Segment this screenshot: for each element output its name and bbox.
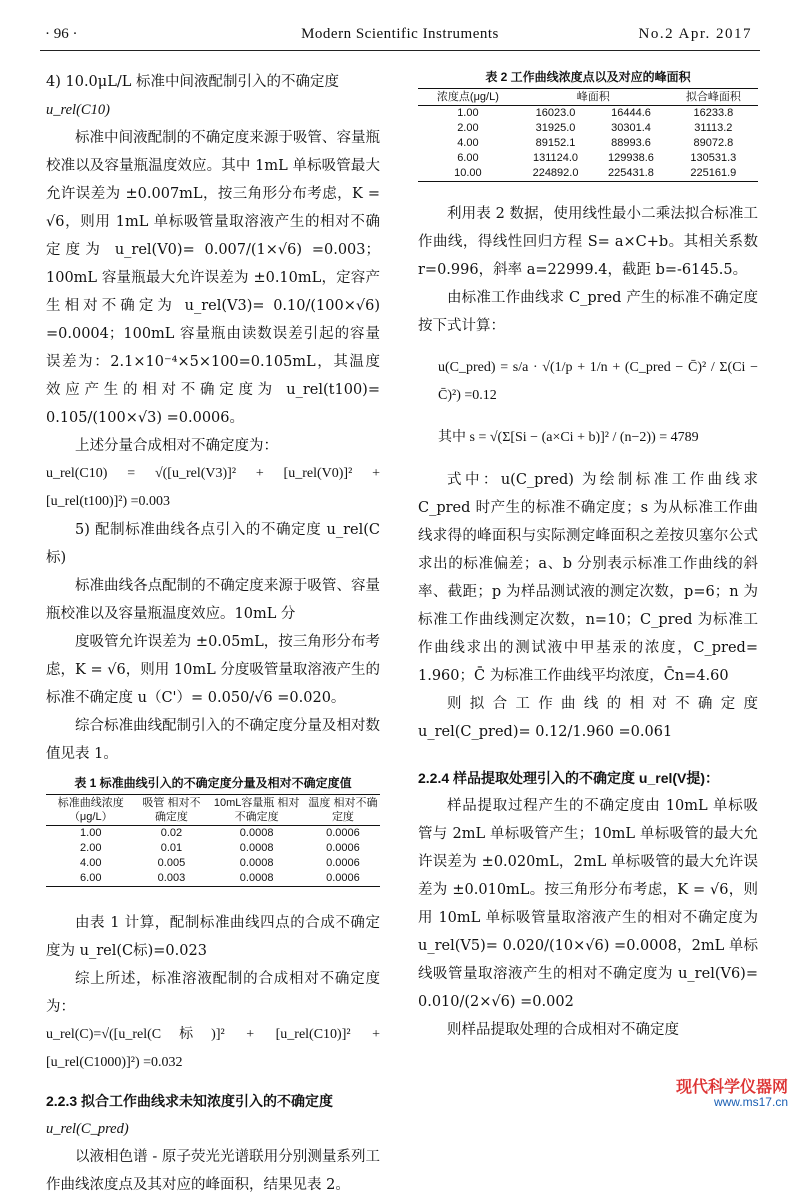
cpred-lead: 由标准工作曲线求 C_pred 产生的标准不确定度按下式计算： [418,290,758,334]
regression-paragraph: 利用表 2 数据，使用线性最小二乘法拟合标准工作曲线，得线性回归方程 S= a×C+b。其相关系数 r=0.996，斜率 a=22999.4，截距 b=-6145.5。 [418,206,758,278]
section-2-2-4-tail: 则样品提取处理的合成相对不确定度 [447,1022,679,1038]
table-2 [418,88,758,182]
definitions-paragraph: 式中：u(C_pred) 为绘制标准工作曲线求 C_pred 时产生的标准不确定度；s 为从标准工作曲线求得的峰面积与实际测定峰面积之差按贝塞尔公式求出的标准偏差；a、b 分别表示标准工作曲线的斜率、截距；p 为样品测试液的测定次数，p=6；n 为标准工作曲线测定次数，n=10；C_pred 为标准工作曲线求出的测试液中甲基汞的浓度，C_pred= 1.960；C̄ 为标准工作曲线平均浓度，C̄n=4.60 [418,472,758,684]
section-2-2-3-symbol: u_rel(C_pred) [46,1121,129,1137]
page-header [0,22,800,48]
table-cell: 10.00 [454,167,482,179]
section-4-paragraph: 标准中间液配制的不确定度来源于吸管、容量瓶校准以及容量瓶温度效应。其中 1mL 单标吸管最大允许误差为 ±0.007mL，按三角形分布考虑，K = √6，则用 1mL 单标吸管量取溶液产生的相对不确定度为 u_rel(V0)= 0.007/(1×√6) =0.003；100mL 容量瓶最大允许误差为 ±0.10mL，定容产生相对不确定为 u_rel(V3)= 0.10/(100×√6) =0.0004；100mL 容量瓶由读数误差引起的容量误差为：2.1×10⁻⁴×5×100=0.105mL，其温度效应产生的相对不确定度为 u_rel(t100)= 0.105/(100×√3) =0.0006。 [46,130,380,426]
table-1-caption: 表 1 标准曲线引入的不确定度分量及相对不确定度值 [74,776,352,790]
table-cell: 224892.0 [532,167,579,179]
table-cell: 2.00 [80,842,102,854]
table-cell: 131124.0 [532,152,579,164]
table-2-header: 拟合峰面积 [685,91,741,103]
table-row [418,121,758,136]
table-cell: 16444.6 [611,107,651,119]
table-1-header: 温度 相对不确定度 [308,797,378,823]
table-cell: 0.0008 [239,857,274,869]
table-2-header: 浓度点(μg/L) [436,91,499,103]
table-cell: 0.0006 [326,827,360,839]
table-cell: 89152.1 [535,137,576,149]
table-cell: 130531.3 [690,152,737,164]
table-cell: 6.00 [457,152,479,164]
section-4-symbol: u_rel(C10) [46,102,110,118]
section-5-paragraph-3: 综合标准曲线配制引入的不确定度分量及相对数值见表 1。 [46,718,380,762]
table-cell: 2.00 [457,122,479,134]
table-1-header: 标准曲线浓度（μg/L） [57,797,124,823]
summary-paragraph: 综上所述，标准溶液配制的合成相对不确定度为： [46,971,380,1015]
relative-uncertainty-paragraph: 则拟合工作曲线的相对不确定度 u_rel(C_pred)= 0.12/1.960 =0.061 [418,696,758,740]
table-cell: 0.01 [160,842,183,854]
table-cell: 0.02 [160,827,183,839]
table-cell: 0.0006 [326,857,360,869]
table-cell: 89072.8 [693,137,734,149]
watermark-name: 现代科学仪器网 [675,1079,788,1096]
section-2-2-3-paragraph: 以液相色谱 - 原子荧光光谱联用分别测量系列工作曲线浓度点及其对应的峰面积，结果见表 2。 [46,1149,380,1193]
table-row [46,826,380,842]
table-cell: 1.00 [457,107,479,119]
table-row [418,136,758,151]
table-cell: 0.0008 [239,827,274,839]
table-cell: 16233.8 [693,107,734,119]
table-1-header: 吸管 相对不确定度 [142,797,201,823]
left-column [46,68,380,1199]
table-cell: 0.0008 [239,872,274,884]
table-cell: 31925.0 [535,122,576,134]
table-cell: 129938.6 [608,152,654,164]
table-row [418,151,758,166]
journal-title: Modern Scientific Instruments [301,26,499,42]
section-5-paragraph-2: 度吸管允许误差为 ±0.05mL，按三角形分布考虑，K = √6，则用 10mL 分度吸管量取溶液产生的标准不确定度 u（C'）= 0.050/√6 =0.020。 [46,634,380,706]
table-cell: 4.00 [457,137,479,149]
table-cell: 16023.0 [535,107,576,119]
table-row [46,871,380,887]
table-2-caption: 表 2 工作曲线浓度点以及对应的峰面积 [485,70,691,84]
section-2-2-3-title: 2.2.3 拟合工作曲线求未知浓度引入的不确定度 [46,1093,334,1109]
section-5-paragraph-1: 标准曲线各点配制的不确定度来源于吸管、容量瓶校准以及容量瓶温度效应。10mL 分 [46,578,380,622]
table-cell: 0.0006 [326,842,360,854]
table-cell: 30301.4 [611,122,651,134]
section-4-title: 4) 10.0μL/L 标准中间液配制引入的不确定度 [46,74,339,90]
table-cell: 0.0008 [239,842,274,854]
table-cell: 31113.2 [694,122,733,134]
section-2-2-4-paragraph: 样品提取过程产生的不确定度由 10mL 单标吸管与 2mL 单标吸管产生；10mL 单标吸管的最大允许误差为 ±0.020mL，2mL 单标吸管的最大允许误差为 ±0.010mL。按三角形分布考虑，K = √6，则用 10mL 单标吸管量取溶液产生的相对不确定度为 u_rel(V5)= 0.020/(10×√6) =0.0008，2mL 单标线吸管量取溶液产生的相对不确定度为 u_rel(V6)= 0.010/(2×√6) =0.002 [418,798,758,1010]
equation-s: 其中 s = √(Σ[Si − (a×Ci + b)]² / (n−2)) = 4789 [438,430,699,445]
watermark-logo [676,1081,788,1109]
issue-date: No.2 Apr. 2017 [638,26,752,42]
table-cell: 6.00 [80,872,102,884]
table-cell: 88993.6 [611,137,651,149]
table-row [418,106,758,122]
table-cell: 225161.9 [690,167,737,179]
table-1-header: 10mL容量瓶 相对不确定度 [213,797,300,823]
table-row [46,856,380,871]
equation-c10: u_rel(C10) = √([u_rel(V3)]² + [u_rel(V0)]² + [u_rel(t100)]²) =0.003 [46,466,380,509]
page-number: · 96 · [45,26,78,42]
section-4-lead: 上述分量合成相对不确定度为： [75,438,278,454]
section-2-2-4-title: 2.2.4 样品提取处理引入的不确定度 u_rel(V提)： [418,770,720,786]
watermark-url: www.ms17.cn [713,1095,788,1109]
table-cell: 0.003 [157,872,186,884]
table-cell: 4.00 [80,857,102,869]
equation-u-cpred: u(C_pred) = s/a · √(1/p + 1/n + (C_pred − C̄)² / Σ(Ci − C̄)²) =0.12 [438,360,758,403]
section-5-title: 5) 配制标准曲线各点引入的不确定度 u_rel(C标) [46,522,380,566]
table-cell: 1.00 [80,827,102,839]
table-row [418,166,758,182]
paragraph-after-table-1: 由表 1 计算，配制标准曲线四点的合成不确定度为 u_rel(C标)=0.023 [46,915,380,959]
equation-total: u_rel(C)=√([u_rel(C标)]² + [u_rel(C10)]² + [u_rel(C1000)]²) =0.032 [46,1027,380,1070]
table-row [46,841,380,856]
table-cell: 0.005 [157,857,186,869]
header-rule [40,50,760,51]
table-2-header: 峰面积 [576,91,610,103]
table-cell: 225431.8 [608,167,654,179]
right-column [418,68,758,1044]
table-cell: 0.0006 [326,872,360,884]
table-1 [46,794,380,887]
